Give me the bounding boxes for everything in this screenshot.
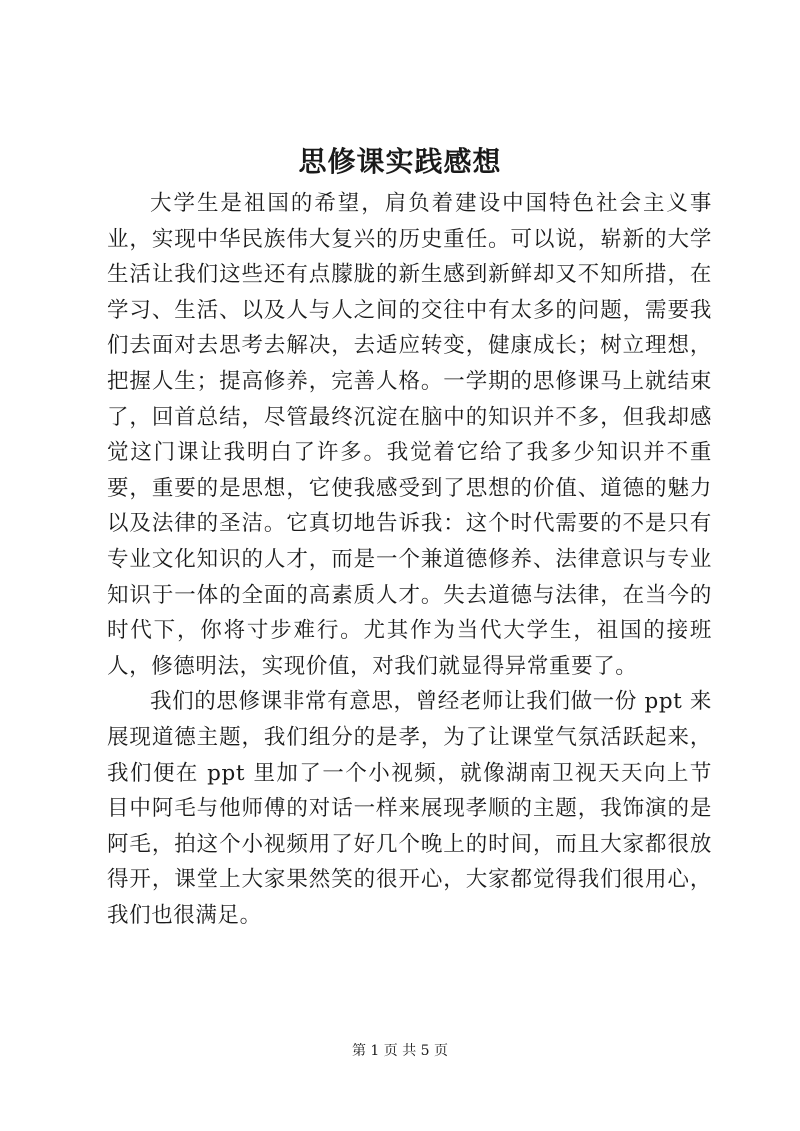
- paragraph-1: 大学生是祖国的希望，肩负着建设中国特色社会主义事业，实现中华民族伟大复兴的历史重任。可以说，崭新的大学生活让我们这些还有点朦胧的新生感到新鲜却又不知所措，在学习、生活、以及人与人之间的交往中有太多的问题，需要我们去面对去思考去解决，去适应转变，健康成长；树立理想，把握人生；提高修养，完善人格。一学期的思修课马上就结束了，回首总结，尽管最终沉淀在脑中的知识并不多，但我却感觉这门课让我明白了许多。我觉着它给了我多少知识并不重要，重要的是思想，它使我感受到了思想的价值、道德的魅力以及法律的圣洁。它真切地告诉我：这个时代需要的不是只有专业文化知识的人才，而是一个兼道德修养、法律意识与专业知识于一体的全面的高素质人才。失去道德与法律，在当今的时代下，你将寸步难行。尤其作为当代大学生，祖国的接班人，修德明法，实现价值，对我们就显得异常重要了。: [107, 191, 712, 679]
- document-body: [107, 186, 712, 933]
- page-number-footer: 第 1 页 共 5 页: [351, 1043, 449, 1059]
- paragraph-2: 我们的思修课非常有意思，曾经老师让我们做一份 ppt 来展现道德主题，我们组分的是孝，为了让课堂气氛活跃起来，我们便在 ppt 里加了一个小视频，就像湖南卫视天天向上节目中阿毛与他师傅的对话一样来展现孝顺的主题，我饰演的是阿毛，拍这个小视频用了好几个晚上的时间，而且大家都很放得开，课堂上大家果然笑的很开心，大家都觉得我们很用心，我们也很满足。: [107, 689, 712, 928]
- document-title: 思修课实践感想: [298, 145, 502, 178]
